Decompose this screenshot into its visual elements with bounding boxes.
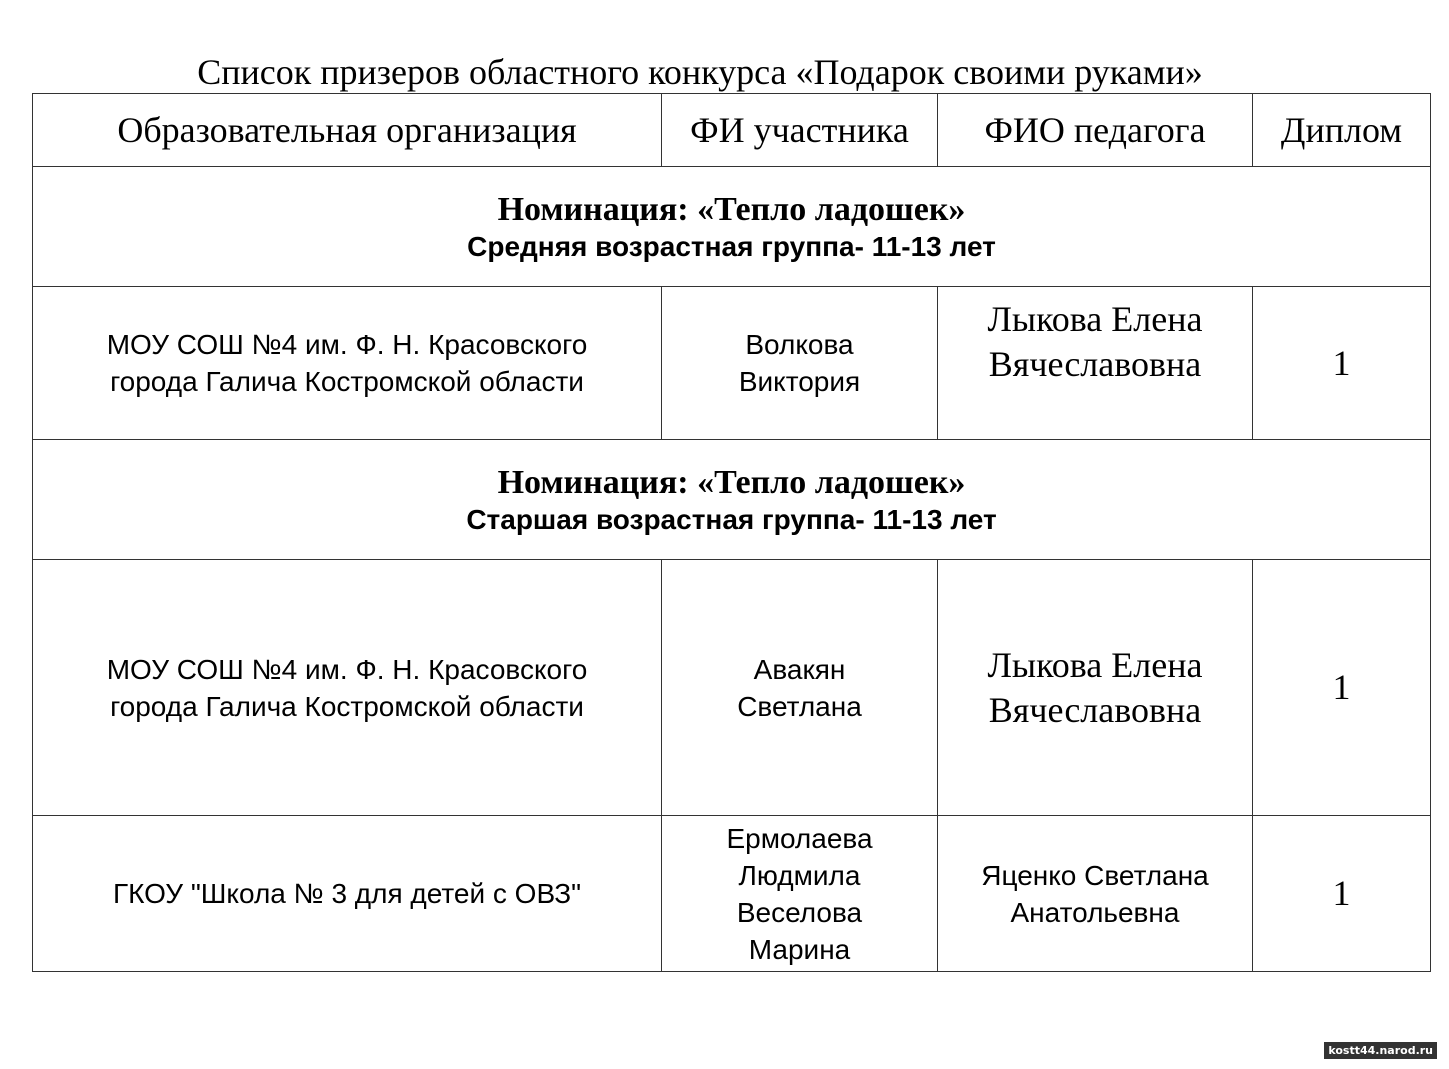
org-line: города Галича Костромской области	[110, 690, 584, 722]
org-line: ГКОУ "Школа № 3 для детей с ОВЗ"	[112, 878, 582, 909]
nomination-row	[33, 167, 1431, 287]
watermark: kostt44.narod.ru	[1324, 1042, 1437, 1059]
org-line: МОУ СОШ №4 им. Ф. Н. Красовского	[106, 329, 588, 360]
teacher-cell	[938, 287, 1253, 440]
teacher-line: Вячеславовна	[988, 344, 1202, 384]
teacher-line: Лыкова Елена	[987, 644, 1203, 685]
participant-cell	[662, 560, 938, 816]
diploma-cell: 1	[1253, 816, 1431, 972]
diploma-cell: 1	[1253, 287, 1431, 440]
participant-line: Светлана	[737, 690, 862, 722]
header-participant: ФИ участника	[662, 94, 938, 167]
org-cell	[33, 560, 662, 816]
participant-line: Волкова	[745, 329, 854, 360]
page-title: Список призеров областного конкурса «Подарок своими руками»	[197, 52, 1203, 92]
org-cell	[33, 287, 662, 440]
participant-line: Марина	[748, 933, 851, 965]
org-line: МОУ СОШ №4 им. Ф. Н. Красовского	[106, 653, 588, 685]
header-diploma: Диплом	[1253, 94, 1431, 167]
nomination-cell	[33, 440, 1431, 560]
participant-line: Ермолаева	[726, 822, 873, 854]
participant-line: Виктория	[738, 366, 861, 397]
participant-line: Веселова	[736, 896, 863, 928]
participant-cell	[662, 816, 938, 972]
teacher-line: Яценко Светлана	[981, 859, 1209, 891]
nomination-row	[33, 440, 1431, 560]
teacher-cell	[938, 816, 1253, 972]
nomination-title: Номинация: «Тепло ладошек»	[497, 463, 966, 501]
participant-cell	[662, 287, 938, 440]
teacher-cell	[938, 560, 1253, 816]
table-row	[33, 287, 1431, 440]
nomination-title: Номинация: «Тепло ладошек»	[497, 190, 966, 228]
participant-line: Людмила	[738, 859, 861, 891]
teacher-line: Лыкова Елена	[987, 299, 1203, 339]
diploma-cell: 1	[1253, 560, 1431, 816]
org-line: города Галича Костромской области	[110, 366, 584, 397]
table-header-row	[33, 94, 1431, 167]
age-group: Старшая возрастная группа- 11-13 лет	[466, 503, 997, 535]
table-row	[33, 816, 1431, 972]
header-org: Образовательная организация	[33, 94, 662, 167]
winners-table	[32, 93, 1431, 972]
header-teacher: ФИО педагога	[938, 94, 1253, 167]
teacher-line: Анатольевна	[1010, 896, 1180, 928]
age-group: Средняя возрастная группа- 11-13 лет	[467, 230, 996, 262]
table-row	[33, 560, 1431, 816]
participant-line: Авакян	[753, 653, 846, 685]
teacher-line: Вячеславовна	[988, 689, 1202, 730]
org-cell	[33, 816, 662, 972]
nomination-cell	[33, 167, 1431, 287]
